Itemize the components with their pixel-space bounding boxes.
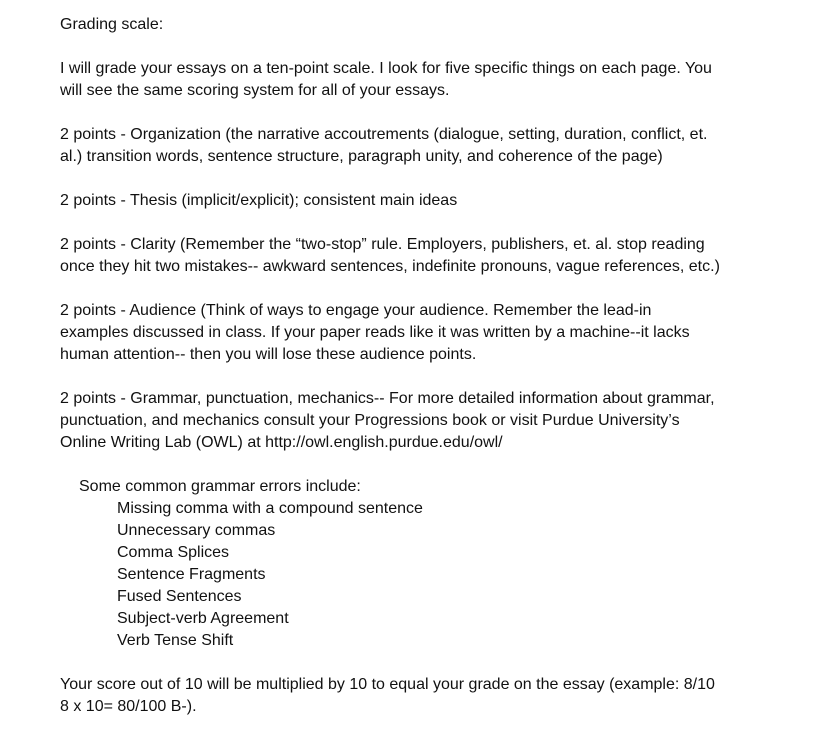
organization-criterion <box>60 124 800 168</box>
text-line: examples discussed in class. If your paper reads like it was written by a machine--it lacks <box>60 324 690 341</box>
text-line: 2 points - Thesis (implicit/explicit); consistent main ideas <box>60 192 458 209</box>
errors-intro: Some common grammar errors include: <box>79 478 361 495</box>
list-item: Fused Sentences <box>117 588 242 605</box>
text-line: al.) transition words, sentence structure, paragraph unity, and coherence of the page) <box>60 148 663 165</box>
text-line: will see the same scoring system for all of your essays. <box>60 82 450 99</box>
list-item: Verb Tense Shift <box>117 632 234 649</box>
clarity-criterion <box>60 234 800 278</box>
intro-paragraph <box>60 58 800 102</box>
text-line: Online Writing Lab (OWL) at http://owl.english.purdue.edu/owl/ <box>60 434 503 451</box>
list-item: Unnecessary commas <box>117 522 276 539</box>
text-line: 2 points - Audience (Think of ways to engage your audience. Remember the lead-in <box>60 302 652 319</box>
text-line: 2 points - Clarity (Remember the “two-stop” rule. Employers, publishers, et. al. stop reading <box>60 236 705 253</box>
score-paragraph <box>60 674 800 718</box>
list-item: Missing comma with a compound sentence <box>117 500 423 517</box>
text-line: once they hit two mistakes-- awkward sentences, indefinite pronouns, vague references, etc.) <box>60 258 720 275</box>
document-page <box>60 14 800 718</box>
text-line: 2 points - Organization (the narrative accoutrements (dialogue, setting, duration, conflict, et. <box>60 126 708 143</box>
list-item: Sentence Fragments <box>117 566 266 583</box>
text-line: 2 points - Grammar, punctuation, mechanics-- For more detailed information about grammar, <box>60 390 715 407</box>
list-item: Subject-verb Agreement <box>117 610 289 627</box>
grammar-errors-list <box>60 498 800 652</box>
text-line: 8 x 10= 80/100 B-). <box>60 698 197 715</box>
heading: Grading scale: <box>60 16 164 33</box>
grammar-criterion <box>60 388 800 454</box>
audience-criterion <box>60 300 800 366</box>
text-line: I will grade your essays on a ten-point scale. I look for five specific things on each page. You <box>60 60 712 77</box>
text-line: Your score out of 10 will be multiplied by 10 to equal your grade on the essay (example: 8/10 <box>60 676 715 693</box>
list-item: Comma Splices <box>117 544 230 561</box>
text-line: human attention-- then you will lose these audience points. <box>60 346 477 363</box>
thesis-criterion <box>60 190 800 212</box>
text-line: punctuation, and mechanics consult your Progressions book or visit Purdue University’s <box>60 412 680 429</box>
